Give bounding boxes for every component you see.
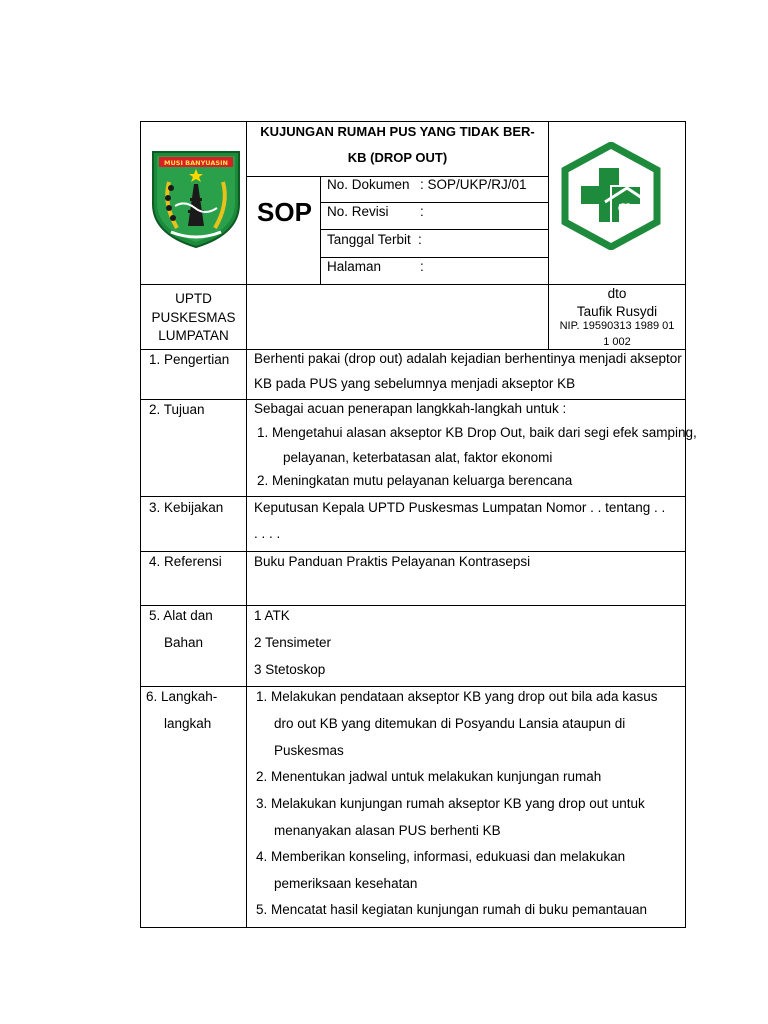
page-value: : — [420, 259, 424, 274]
section-label-alat-dan-bahan-2: Bahan — [164, 635, 204, 650]
section-line: KB pada PUS yang sebelumnya menjadi akseptor KB — [254, 376, 576, 391]
title-line-2: KB (DROP OUT) — [347, 150, 448, 165]
signatory-nip-1: NIP. 19590313 1989 01 — [559, 320, 675, 332]
section-line: menanyakan alasan PUS berhenti KB — [274, 823, 501, 838]
divider-section-5 — [140, 605, 686, 606]
section-label-langkah-2: langkah — [164, 716, 212, 731]
issue-date-label: Tanggal Terbit — [327, 232, 411, 247]
section-label-tujuan: 2. Tujuan — [149, 402, 205, 417]
section-line: 1. Mengetahui alasan akseptor KB Drop Out, baik dari segi efek samping, — [257, 425, 697, 440]
divider-section-3 — [140, 496, 686, 497]
section-line: 2 Tensimeter — [254, 635, 332, 650]
section-line: 4. Memberikan konseling, informasi, edukuasi dan melakukan — [256, 849, 626, 864]
section-label-pengertian: 1. Pengertian — [149, 352, 230, 367]
section-line: Keputusan Kepala UPTD Puskesmas Lumpatan Nomor . . tentang . . — [254, 500, 666, 515]
section-line: 1 ATK — [254, 608, 290, 623]
divider-section-1 — [140, 349, 686, 350]
section-line: 1. Melakukan pendataan akseptor KB yang drop out bila ada kasus — [256, 689, 658, 704]
section-line: 2. Menentukan jadwal untuk melakukan kunjungan rumah — [256, 769, 602, 784]
divider-doc-2 — [320, 229, 548, 230]
section-line: pemeriksaan kesehatan — [274, 876, 418, 891]
issue-date-value: : — [418, 232, 422, 247]
section-label-kebijakan: 3. Kebijakan — [149, 500, 224, 515]
table-border-bottom — [140, 927, 686, 928]
section-label-referensi: 4. Referensi — [149, 554, 222, 569]
section-line: Puskesmas — [274, 743, 344, 758]
section-line: . . . . — [254, 526, 281, 541]
section-line: 3. Melakukan kunjungan rumah akseptor KB yang drop out untuk — [256, 796, 645, 811]
divider-col-label — [246, 121, 247, 928]
doc-number-label: No. Dokumen — [327, 177, 410, 192]
doc-number-value: : SOP/UKP/RJ/01 — [420, 177, 527, 192]
section-line: 5. Mencatat hasil kegiatan kunjungan rumah di buku pemantauan — [256, 902, 648, 917]
revision-label: No. Revisi — [327, 204, 389, 219]
section-line: Sebagai acuan penerapan langkkah-langkah untuk : — [254, 401, 567, 416]
page-label: Halaman — [327, 259, 382, 274]
divider-doc-1 — [320, 202, 548, 203]
regional-crest-logo — [149, 146, 243, 250]
revision-value: : — [420, 204, 424, 219]
section-label-alat-dan-bahan: 5. Alat dan — [149, 608, 213, 623]
section-line: 3 Stetoskop — [254, 662, 326, 677]
table-border-left — [140, 121, 141, 928]
org-line-2: PUSKESMAS — [151, 310, 236, 325]
section-line: Berhenti pakai (drop out) adalah kejadian berhentinya menjadi akseptor — [254, 351, 682, 366]
section-line: dro out KB yang ditemukan di Posyandu Lansia ataupun di — [274, 716, 626, 731]
divider-section-6 — [140, 686, 686, 687]
divider-doc-3 — [320, 257, 548, 258]
table-border-right — [685, 121, 686, 928]
section-label-langkah: 6. Langkah- — [146, 689, 218, 704]
title-line-1: KUJUNGAN RUMAH PUS YANG TIDAK BER- — [260, 124, 535, 139]
sop-label: SOP — [257, 197, 312, 227]
org-line-3: LUMPATAN — [158, 328, 229, 343]
divider-header — [140, 284, 686, 285]
divider-section-2 — [140, 399, 686, 400]
section-line: Buku Panduan Praktis Pelayanan Kontrasepsi — [254, 554, 531, 569]
divider-section-4 — [140, 551, 686, 552]
signatory-dto: dto — [607, 286, 627, 301]
table-border-top — [140, 121, 686, 122]
signatory-name: Taufik Rusydi — [576, 304, 658, 319]
divider-col-sop — [320, 176, 321, 284]
org-line-1: UPTD — [175, 291, 212, 306]
signatory-nip-2: 1 002 — [603, 336, 631, 348]
puskesmas-logo — [561, 142, 661, 250]
section-line: 2. Meningkatan mutu pelayanan keluarga berencana — [257, 473, 573, 488]
section-line: pelayanan, keterbatasan alat, faktor ekonomi — [283, 450, 553, 465]
svg-text:MUSI BANYUASIN: MUSI BANYUASIN — [164, 159, 228, 167]
